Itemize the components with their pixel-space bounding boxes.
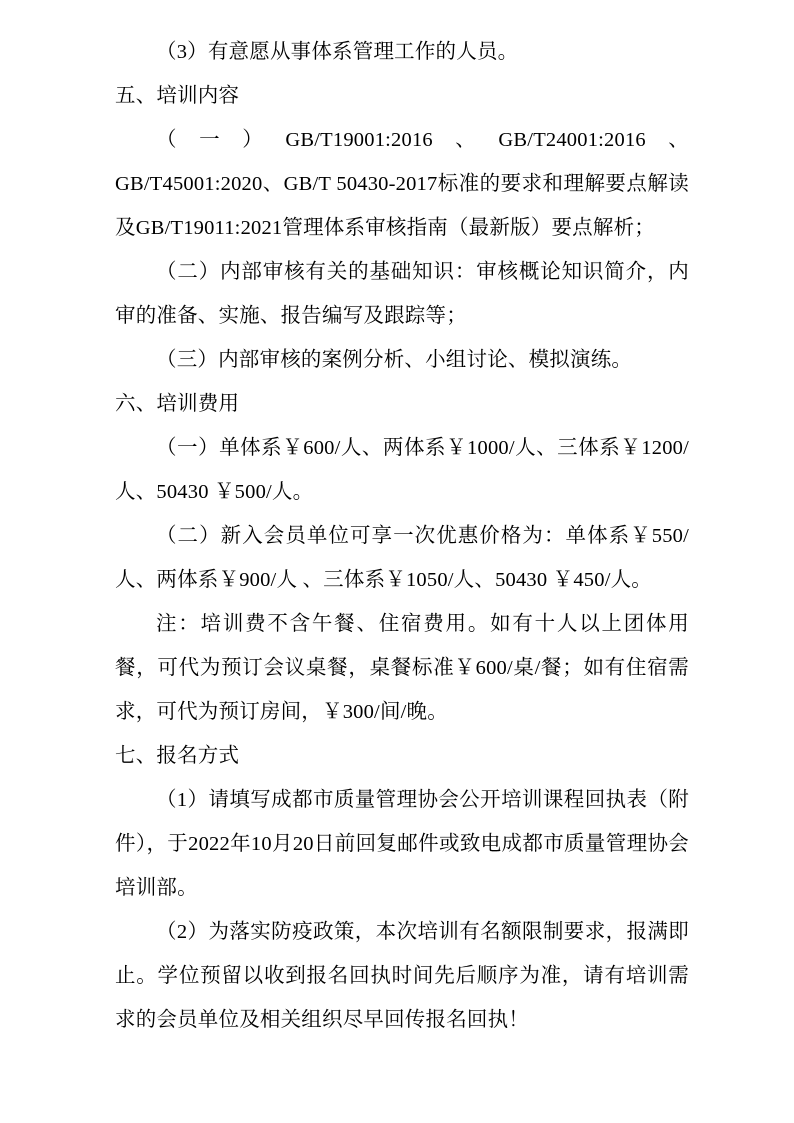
paragraph: 注：培训费不含午餐、住宿费用。如有十人以上团体用餐，可代为预订会议桌餐，桌餐标准￥600/桌/餐；如有住宿需求，可代为预订房间，￥300/间/晚。 xyxy=(115,613,689,723)
section-heading: 五、培训内容 xyxy=(115,85,240,107)
paragraph: （一）单体系￥600/人、两体系￥1000/人、三体系￥1200/人、50430 ￥500/人。 xyxy=(115,437,689,503)
paragraph: （2）为落实防疫政策，本次培训有名额限制要求，报满即止。学位预留以收到报名回执时间先后顺序为准，请有培训需求的会员单位及相关组织尽早回传报名回执！ xyxy=(115,921,689,1031)
section-heading: 七、报名方式 xyxy=(115,745,240,767)
section-heading: 六、培训费用 xyxy=(115,393,240,415)
paragraph: （1）请填写成都市质量管理协会公开培训课程回执表（附件），于2022年10月20日前回复邮件或致电成都市质量管理协会培训部。 xyxy=(115,789,689,899)
document-body xyxy=(115,30,689,1042)
paragraph: （二）内部审核有关的基础知识：审核概论知识简介，内审的准备、实施、报告编写及跟踪等； xyxy=(115,261,689,327)
paragraph: （二）新入会员单位可享一次优惠价格为：单体系￥550/人、两体系￥900/人 、三体系￥1050/人、50430 ￥450/人。 xyxy=(115,525,689,591)
paragraph: （三）内部审核的案例分析、小组讨论、模拟演练。 xyxy=(156,349,633,371)
paragraph: （3）有意愿从事体系管理工作的人员。 xyxy=(156,41,519,63)
paragraph: （一）GB/T19001:2016、GB/T24001:2016、GB/T45001:2020、GB/T 50430-2017标准的要求和理解要点解读及GB/T19011:2021管理体系审核指南（最新版）要点解析； xyxy=(115,129,689,239)
